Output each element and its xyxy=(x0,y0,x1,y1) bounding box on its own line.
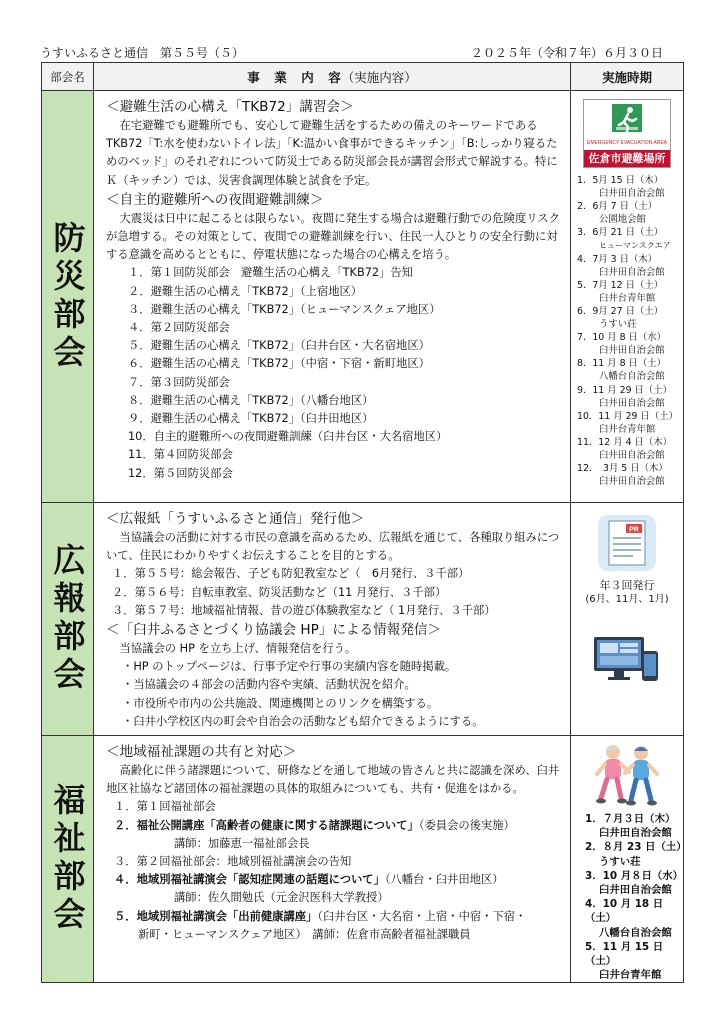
list-item: ４．地域別福祉講演会「認知症関連の話題について」（八幡台・臼井田地区） xyxy=(114,873,504,887)
section-title: ＜自主的避難所への夜間避難訓練＞ xyxy=(106,191,324,208)
list-item: ２．避難生活の心構え「TKB72」（上宿地区） xyxy=(128,284,363,298)
col-content xyxy=(94,63,571,91)
header-date: ２０２５年（令和７年）６月３０日 xyxy=(470,46,663,60)
list-item-continued: 新町・ヒューマンスクェア地区） 講師：佐倉市高齢者福祉課職員 xyxy=(138,927,471,941)
list-item: 11．第４回防災部会 xyxy=(128,448,233,462)
list-item: ２．福祉公開講座「高齢者の健康に関する諸課題について」（委員会の後実施） xyxy=(114,818,515,832)
section-text: 在宅避難でも避難所でも、安心して避難生活をするための備えのキーワードであるTKB72「T:水を使わないトイレ法」「K:温かい食事ができるキッチン」「B:しっかり寝るためのベッド」のそれぞれについて防災士である防災部会長が講習会形式で解説する。特にＫ（キッチン）では、災害食調理体験と試食を予定。 xyxy=(106,119,558,187)
row-bosai xyxy=(42,91,684,503)
list-item: 12．第５回防災部会 xyxy=(128,466,233,480)
col-period: 実施時期 xyxy=(571,63,684,91)
list-item: ５．地域別福祉講演会「出前健康講座」（臼井台区・大名宿・上宿・中宿・下宿・ xyxy=(114,909,527,923)
schedule-item: 10．11 月 29 日（土） 臼井台青年館 xyxy=(577,410,678,435)
content-fukushi xyxy=(94,736,571,983)
list-item: １．第５５号：総会報告、子ども防犯教室など（ 6月発行、３千部） xyxy=(112,567,470,581)
list-item: ４．第２回防災部会 xyxy=(128,321,230,335)
section-title: ＜「臼井ふるさとづくり協議会 HP」による情報発信＞ xyxy=(106,622,442,639)
list-item: 10．自主的避難所への夜間避難訓練（臼井台区・大名宿地区） xyxy=(128,430,448,444)
list-item: １．第１回福祉部会 xyxy=(114,800,216,814)
schedule-item: 1．5月 15 日（木） 臼井田自治会館 xyxy=(577,175,665,200)
schedule-item: 4．10 月 18 日（土） 八幡台自治会館 xyxy=(585,898,672,939)
section-title: ＜広報紙「うすいふるさと通信」発行他＞ xyxy=(106,511,365,527)
section-text: 当協議会の HP を立ち上げ、情報発信を行う。 xyxy=(119,642,357,656)
table-header-row xyxy=(42,63,684,91)
schedule-item: 2．6月 7 日（土） 公園地会館 xyxy=(577,201,658,226)
list-item: ・ 市役所や市内の公共施設、関連機関とのリンクを構築する。 xyxy=(122,695,562,713)
schedule-fukushi xyxy=(571,736,687,983)
col-content-sub: （実施内容） xyxy=(341,69,417,85)
col-dept: 部会名 xyxy=(42,63,94,91)
issue-months: (6月、11月、1月) xyxy=(585,594,669,605)
row-fukushi xyxy=(42,736,684,983)
teacher-line: 講師：佐久間勉氏（元金沢医科大学教授） xyxy=(174,891,389,905)
list-item: ・ HP のトップページは、行事予定や行事の実績内容を随時掲載。 xyxy=(122,658,562,676)
dept-label-bosai xyxy=(42,91,94,503)
walking-seniors-icon xyxy=(589,742,665,808)
content-bosai xyxy=(94,91,571,503)
header-issue: うすいふるさと通信 第５５号（５） xyxy=(40,46,245,60)
sign-japanese: 佐倉市避難場所 xyxy=(584,150,670,167)
list-item: ３．第２回福祉部会：地域別福祉講演会の告知 xyxy=(114,855,352,869)
pr-label: PR xyxy=(629,526,639,534)
schedule-item: 3．10 月８日（水） 臼井田自治会館 xyxy=(585,869,684,897)
list-item: ６．避難生活の心構え「TKB72」（中宿・下宿・新町地区） xyxy=(128,357,430,371)
list-item: ９．避難生活の心構え「TKB72」（臼井田地区） xyxy=(128,412,374,426)
section-text: 高齢化に伴う諸課題について、研修などを通して地域の皆さんと共に認識を深め、臼井地区社協など諸団体の福祉課題の具体的取組みについても、共有・促進をはかる。 xyxy=(106,764,560,796)
schedule-koho xyxy=(571,503,684,736)
schedule-item: 4．7月 3 日（木） 臼井田自治会館 xyxy=(577,253,665,278)
list-item: ５．避難生活の心構え「TKB72」（臼井台区・大名宿地区） xyxy=(128,339,430,353)
row-koho xyxy=(42,503,684,736)
list-item: ３．避難生活の心構え「TKB72」（ヒューマンスクェア地区） xyxy=(128,302,441,316)
schedule-item: 6．9月 27 日（土） うすい荘 xyxy=(577,305,664,331)
newsletter-pr-icon xyxy=(596,513,658,573)
schedule-item: 12． 3月 5 日（木） 臼井田自治会館 xyxy=(577,463,668,488)
schedule-item: 5．11 月 15 日（土） 臼井台青年館 xyxy=(585,940,664,982)
dept-name-fukushi: 福祉部会 xyxy=(48,783,87,936)
dept-label-koho xyxy=(42,503,94,736)
schedule-item: 3．6月 21 日（土） ヒューマンスクエア xyxy=(577,227,671,251)
section-title: ＜地域福祉課題の共有と対応＞ xyxy=(106,744,297,761)
evacuation-sign-icon xyxy=(583,99,671,168)
schedule-item: 1．７月３日（木） 臼井田自治会館 xyxy=(585,813,676,840)
schedule-item: 2．８月 23 日（土） うすい荘 xyxy=(585,841,687,868)
item-list xyxy=(106,565,562,620)
schedule-item: 9．11 月 29 日（土） 臼井田自治会館 xyxy=(577,384,673,409)
schedule-item: 7．10 月 8 日（水） 臼井田自治会館 xyxy=(577,332,667,357)
dept-name-bosai: 防災部会 xyxy=(48,220,87,373)
col-content-main: 事 業 内 容 xyxy=(247,69,342,85)
schedule-list xyxy=(571,812,687,982)
teacher-line: 講師：加藤恵一福祉部会長 xyxy=(174,836,310,850)
schedule-item: 5．7月 12 日（土） 臼井台青年館 xyxy=(577,279,664,304)
issue-frequency: 年３回発行 xyxy=(599,579,655,592)
schedule-list xyxy=(571,174,683,488)
list-item: ・ 臼井小学校区内の町会や自治会の活動なども紹介できるようにする。 xyxy=(122,713,562,731)
plan-table xyxy=(41,62,687,983)
list-item: ２．第５６号：自転車教室、防災活動など（11 月発行、３千部） xyxy=(112,585,447,599)
schedule-item: 8．11 月 8 日（土） 八幡台自治会館 xyxy=(577,358,667,383)
dept-name-koho: 広報部会 xyxy=(48,543,87,696)
section-title: ＜避難生活の心構え「TKB72」講習会＞ xyxy=(106,99,354,115)
schedule-bosai xyxy=(571,91,684,503)
dept-label-fukushi xyxy=(42,736,94,983)
schedule-item: 11．12 月 4 日（木） 臼井田自治会館 xyxy=(577,436,673,461)
list-item: ８．避難生活の心構え「TKB72」（八幡台地区） xyxy=(128,393,374,407)
list-item: ７．第３回防災部会 xyxy=(128,375,230,389)
sign-english: EMERGENCY EVACUATION AREA xyxy=(586,140,668,146)
website-devices-icon xyxy=(592,635,662,685)
bullet-list xyxy=(106,658,562,731)
section-text: 大震災は日中に起こるとは限らない。夜間に発生する場合は避難行動での危険度リスクが急増する。その対策として、夜間での避難訓練を行い、住民一人ひとりの安全行動に対する意識を高めるとともに、停電状態になった場合の心構えを培う。 xyxy=(106,211,560,262)
item-list xyxy=(106,798,562,944)
content-koho xyxy=(94,503,571,736)
item-list xyxy=(106,264,562,482)
section-text: 当協議会の活動に対する市民の意識を高めるため、広報紙を通じて、各種取り組みについて、住民にわかりやすくお伝えすることを目的とする。 xyxy=(106,531,560,563)
list-item: ・ 当協議会の４部会の活動内容や実績、活動状況を紹介。 xyxy=(122,676,562,694)
list-item: １．第１回防災部会 避難生活の心構え「TKB72」告知 xyxy=(128,266,413,280)
list-item: ３．第５７号：地域福祉情報、昔の遊び体験教室など（ 1月発行、３千部） xyxy=(112,603,496,617)
